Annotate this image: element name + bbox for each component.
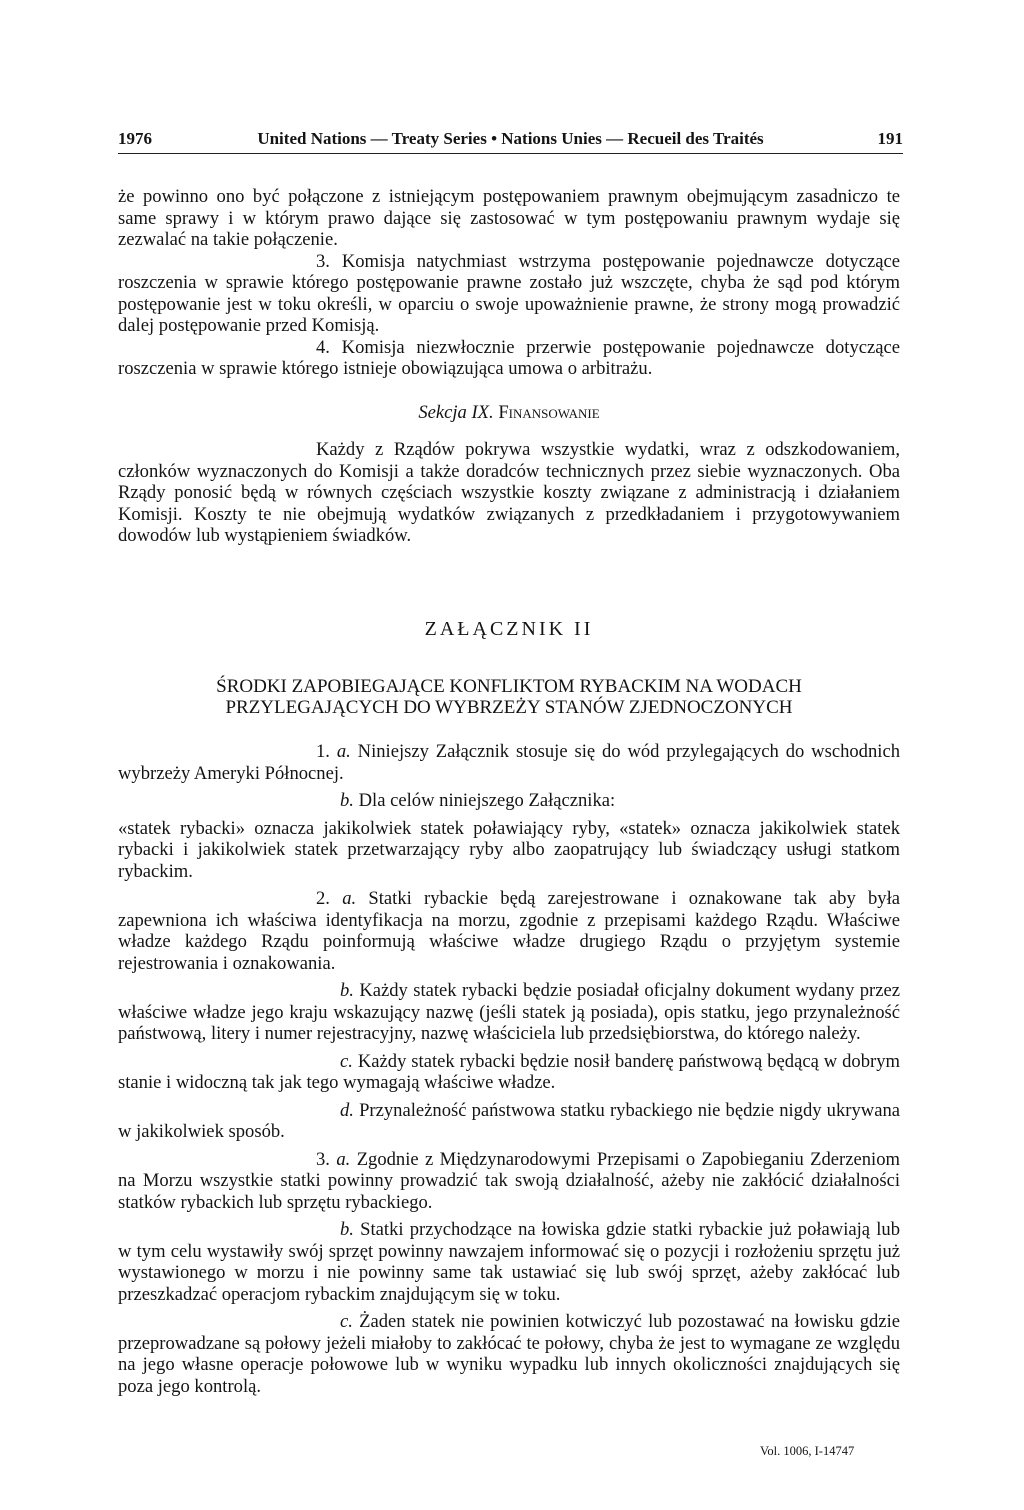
item-text: Żaden statek nie powinien kotwiczyć lub pozostawać na łowisku gdzie przeprowadzane są połowy jeżeli miałoby to zakłócać te połowy, chyba że jest to wymagane ze względu na jego własne operacje połowowe lub w wyniku wypadku lub innych okoliczności znajdujących się poza jego kontrolą. [118, 1311, 900, 1397]
item-text: Zgodnie z Międzynarodowymi Przepisami o Zapobieganiu Zderzeniom na Morzu wszystkie statki powinny prowadzić tak swoją działalność, ażeby nie zakłócić działalności statków rybackich lub sprzętu rybackiego. [118, 1148, 900, 1213]
paragraph-financing: Każdy z Rządów pokrywa wszystkie wydatki, wraz z odszkodowaniem, członków wyznaczonych do Komisji a także doradców technicznych przez siebie wyznaczonych. Oba Rządy ponosić będą w równych częściach wszystkie koszty związane z administracją i działaniem Komisji. Koszty te nie obejmują wydatków związanych z przedkładaniem i przygotowywaniem dowodów lub wystąpieniem świadków. [118, 439, 900, 546]
item-number: 1. [316, 741, 330, 762]
paragraph-continuation: że powinno ono być połączone z istniejącym postępowaniem prawnym obejmującym zasadniczo te same sprawy i w którym prawo dające się zastosować w tym postępowaniu prawnym wydaje się zezwalać na takie połączenie. [118, 186, 900, 250]
paragraph-4: 4. Komisja niezwłocznie przerwie postępowanie pojednawcze dotyczące roszczenia w sprawie którego istnieje obowiązująca umowa o arbitrażu. [118, 336, 900, 379]
header-year: 1976 [118, 129, 152, 148]
item-number: 2. [316, 888, 330, 909]
annex-item [118, 1051, 900, 1094]
item-letter: a. [336, 1148, 351, 1170]
annex-title-line-1: ŚRODKI ZAPOBIEGAJĄCE KONFLIKTOM RYBACKIM NA WODACH [216, 676, 802, 697]
annex-item [118, 741, 900, 784]
item-letter: c. [340, 1050, 353, 1072]
item-letter: a. [336, 741, 351, 762]
item-letter: c. [340, 1311, 353, 1332]
annex-item [118, 1219, 900, 1305]
annex-item [118, 888, 900, 974]
item-number: 3. [316, 1148, 330, 1170]
item-letter: b. [340, 790, 354, 811]
annex-items [118, 741, 900, 1397]
annex-title-line-2: PRZYLEGAJĄCYCH DO WYBRZEŻY STANÓW ZJEDNOCZONYCH [225, 697, 793, 718]
annex-heading: ZAŁĄCZNIK II [424, 617, 594, 640]
annex-item [118, 980, 900, 1045]
annex-item [118, 1100, 900, 1143]
annex-item [118, 1149, 900, 1214]
item-letter: b. [340, 1219, 354, 1240]
item-text: «statek rybacki» oznacza jakikolwiek statek poławiający ryby, «statek» oznacza jakikolwiek statek rybacki i jakikolwiek statek przetwarzający ryby albo zaopatrujący lub świadczący usługi statkom rybackim. [118, 817, 900, 882]
item-letter: b. [340, 980, 354, 1001]
item-letter: a. [342, 888, 357, 909]
item-letter: d. [340, 1099, 354, 1121]
item-text: Dla celów niniejszego Załącznika: [358, 790, 616, 811]
header-page-number: 191 [877, 129, 903, 148]
item-text: Każdy statek rybacki będzie posiadał oficjalny dokument wydany przez właściwe władze jego kraju wskazujący nazwę (jeśli statek ją posiada), opis statku, jego przynależność państwową, litery i numer rejestracyjny, nazwę właściciela lub przedsiębiorstwa, do którego należy. [118, 980, 900, 1044]
item-text: Niniejszy Załącznik stosuje się do wód przylegających do wschodnich wybrzeży Ameryki Północnej. [118, 741, 900, 784]
paragraph-3: 3. Komisja natychmiast wstrzyma postępowanie pojednawcze dotyczące roszczenia w sprawie którego postępowanie prawne zostało już wszczęte, chyba że sąd pod którym postępowanie jest w toku określi, w oparciu o swoje upoważnienie prawne, że strony mogą prowadzić dalej postępowanie przed Komisją. [118, 250, 900, 336]
section-title: Finansowanie [498, 401, 600, 423]
header-title: United Nations — Treaty Series • Nations Unies — Recueil des Traités [257, 129, 764, 148]
header-rule [118, 153, 903, 154]
section-label: Sekcja IX. [418, 401, 494, 423]
section-heading [118, 402, 900, 424]
annex-title [118, 676, 900, 718]
annex-item [118, 790, 900, 812]
footer-volume-reference: Vol. 1006, I-14747 [760, 1444, 855, 1458]
item-text: Przynależność państwowa statku rybackiego nie będzie nigdy ukrywana w jakikolwiek sposób. [118, 1099, 900, 1142]
document-body [118, 186, 900, 1397]
running-header [118, 125, 903, 151]
annex-item [118, 818, 900, 883]
item-text: Statki rybackie będą zarejestrowane i oznakowane tak aby była zapewniona ich właściwa identyfikacja na morzu, zgodnie z przepisami każdego Rządu. Właściwe władze każdego Rządu poinformują właściwe władze drugiego Rządu o przyjętym systemie rejestrowania i oznakowania. [118, 888, 900, 974]
item-text: Każdy statek rybacki będzie nosił banderę państwową będącą w dobrym stanie i widoczną tak jak tego wymagają właściwe władze. [118, 1050, 900, 1093]
item-text: Statki przychodzące na łowiska gdzie statki rybackie już poławiają lub w tym celu wystawiły swój sprzęt powinny nawzajem informować się o pozycji i rozłożeniu sprzętu już wystawionego w morzu i nie powinny same tak ustawiać się lub swój sprzęt, ażeby zakłócać lub przeszkadzać operacjom rybackim znajdującym się w toku. [118, 1219, 900, 1305]
annex-item [118, 1311, 900, 1397]
